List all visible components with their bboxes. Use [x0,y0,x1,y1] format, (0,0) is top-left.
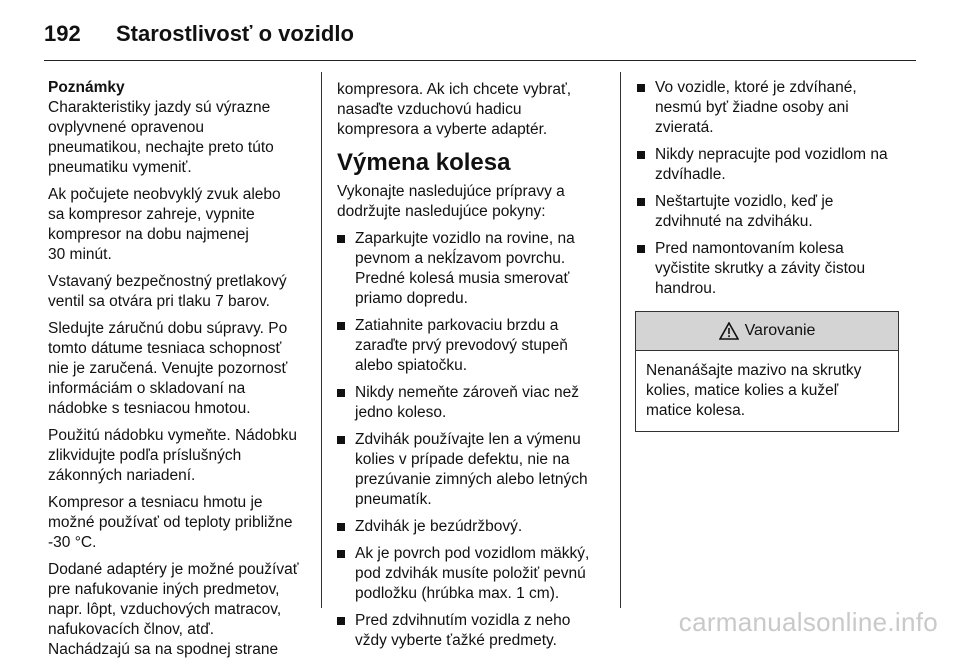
page-number: 192 [44,21,81,46]
text-line: ovplyvnené opravenou [48,119,204,136]
text-line: Pred zdvihnutím vozidla z neho [355,612,571,629]
text-line: zvieratá. [655,119,714,136]
text-line: Pred namontovaním kolesa [655,240,844,257]
text-line: Charakteristiky jazdy sú výrazne [48,99,271,116]
list-item [637,78,899,138]
paragraph [48,493,310,553]
list-item [337,544,599,604]
text-line: nie je zaručená. Venujte pozornosť [48,360,288,377]
column-1 [48,78,310,667]
bullet-square-icon [337,617,345,625]
text-line: Vstavaný bezpečnostný pretlakový [48,273,287,290]
text-line: zdvíhadle. [655,166,726,183]
text-line: zaraďte prvý prevodový stupeň [355,337,568,354]
text-line: Nachádzajú sa na spodnej strane [48,641,279,658]
text-line: nafukovacích člnov, atď. [48,621,215,638]
text-line: Nenanášajte mazivo na skrutky [646,362,862,379]
text-line: priamo dopredu. [355,290,468,307]
text-line: možné používať od teploty približne [48,514,293,531]
bullet-square-icon [337,389,345,397]
note-title: Poznámky [48,79,125,96]
list-item [337,316,599,376]
text-line: Nikdy nepracujte pod vozidlom na [655,146,888,163]
warning-triangle-icon [719,322,739,340]
column-3 [637,78,899,432]
list-item [337,517,599,537]
column-2 [337,80,599,658]
watermark: carmanualsonline.info [678,607,938,637]
paragraph [48,272,310,312]
text-line: pneumatiku vymeniť. [48,159,192,176]
text-line: podložku (hrúbka max. 1 cm). [355,585,560,602]
text-line: kolies v prípade defektu, nie na [355,451,570,468]
paragraph [48,426,310,486]
paragraph [48,98,310,178]
bullet-square-icon [637,198,645,206]
text-line: ventil sa otvára pri tlaku 7 barov. [48,293,270,310]
warning-box [635,311,899,432]
text-line: kompresora. Ak ich chcete vybrať, [337,81,572,98]
text-line: Vo vozidle, ktoré je zdvíhané, [655,79,857,96]
column-divider-1 [321,72,322,608]
text-line: Zaparkujte vozidlo na rovine, na [355,230,575,247]
text-line: informáciám o skladovaní na [48,380,246,397]
text-line: Vykonajte nasledujúce prípravy a [337,183,565,200]
bullet-square-icon [337,235,345,243]
text-line: sa kompresor zahreje, vypnite [48,206,255,223]
text-line: zlikvidujte podľa príslušných [48,447,242,464]
column-divider-2 [620,72,621,608]
text-line: pevnom a nekĺzavom povrchu. [355,250,566,267]
header-divider [44,60,916,61]
text-line: prezúvanie zimných alebo letných [355,471,588,488]
list-item [637,192,899,232]
text-line: kompresora a vyberte adaptér. [337,121,548,138]
text-line: nasaďte vzduchovú hadicu [337,101,522,118]
bullet-square-icon [337,322,345,330]
text-line: handrou. [655,280,717,297]
text-line: vždy vyberte ťažké predmety. [355,632,557,649]
text-line: kolies, matice kolies a kužeľ [646,382,839,399]
bullet-square-icon [637,245,645,253]
paragraph [48,185,310,265]
text-line: Kompresor a tesniacu hmotu je [48,494,263,511]
section-heading: Výmena kolesa [337,149,511,176]
text-line: nesmú byť žiadne osoby ani [655,99,849,116]
bullet-list [337,229,599,651]
text-line: Sledujte záručnú dobu súpravy. Po [48,320,288,337]
list-item [637,145,899,185]
text-line: -30 °C. [48,534,97,551]
list-item [337,430,599,510]
text-line: Ak počujete neobvyklý zvuk alebo [48,186,281,203]
bullet-square-icon [337,436,345,444]
text-line: Nikdy nemeňte zároveň viac než [355,384,580,401]
text-line: 30 minút. [48,246,112,263]
text-line: dodržujte nasledujúce pokyny: [337,203,546,220]
paragraph [337,80,599,140]
bullet-square-icon [337,550,345,558]
warning-header [636,312,898,351]
text-line: pneumatikou, nechajte preto túto [48,139,274,156]
text-line: Dodané adaptéry je možné používať [48,561,299,578]
bullet-square-icon [637,151,645,159]
paragraph [48,319,310,419]
list-item [637,239,899,299]
list-item [337,229,599,309]
text-line: Použitú nádobku vymeňte. Nádobku [48,427,298,444]
text-line: Ak je povrch pod vozidlom mäkký, [355,545,590,562]
text-line: nádobke s tesniacou hmotou. [48,400,251,417]
text-line: matice kolesa. [646,402,746,419]
text-line: kompresor na dobu najmenej [48,226,249,243]
bullet-square-icon [637,84,645,92]
warning-text [636,351,898,431]
list-item [337,611,599,651]
chapter-title: Starostlivosť o vozidlo [116,21,354,46]
text-line: pre nafukovanie iných predmetov, [48,581,280,598]
text-line: Zdvihák používajte len a výmenu [355,431,581,448]
text-line: vyčistite skrutky a závity čistou [655,260,866,277]
text-line: jedno koleso. [355,404,447,421]
text-line: alebo spiatočku. [355,357,468,374]
paragraph [337,182,599,222]
bullet-square-icon [337,523,345,531]
list-item [337,383,599,423]
text-line: tomto dátume tesniaca schopnosť [48,340,282,357]
text-line: napr. lôpt, vzduchových matracov, [48,601,282,618]
warning-title: Varovanie [744,322,816,339]
text-line: Predné kolesá musia smerovať [355,270,570,287]
text-line: zákonných nariadení. [48,467,196,484]
bullet-list [637,78,899,299]
text-line: zdvihnuté na zdviháku. [655,213,813,230]
text-line: Zdvihák je bezúdržbový. [355,518,523,535]
paragraph [48,560,310,660]
text-line: pod zdvihák musíte položiť pevnú [355,565,586,582]
page-header [44,14,916,54]
text-line: Zatiahnite parkovaciu brzdu a [355,317,559,334]
text-line: Neštartujte vozidlo, keď je [655,193,834,210]
text-line: pneumatík. [355,491,432,508]
